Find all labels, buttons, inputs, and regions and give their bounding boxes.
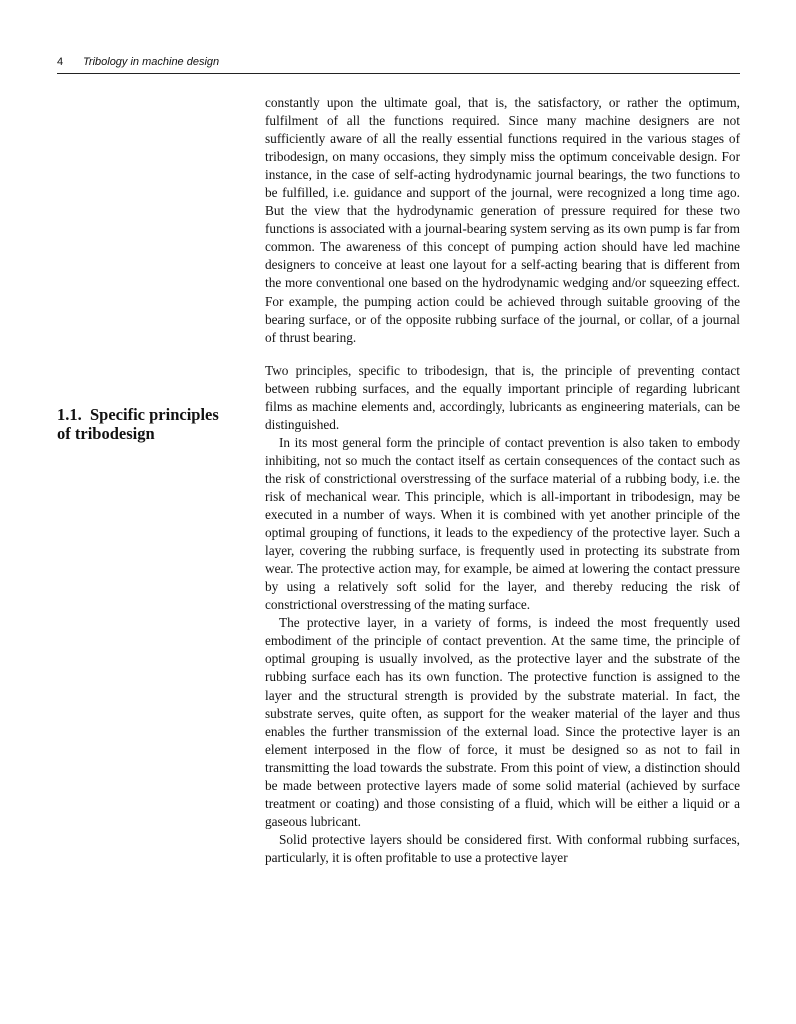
book-title: Tribology in machine design bbox=[83, 56, 220, 68]
paragraph-section-intro: Two principles, specific to tribodesign, that is, the principle of preventing contact between rubbing surfaces, and the equally important principle of regarding lubricant films as machine elements and, accordingly, lubricants as engineering materials, can be distinguished. bbox=[265, 362, 740, 432]
paragraph-solid-layers: Solid protective layers should be considered first. With conformal rubbing surfaces, particularly, it is often profitable to use a protective layer bbox=[265, 831, 740, 865]
section-title-line1: Specific principles bbox=[90, 405, 219, 424]
page-number: 4 bbox=[57, 56, 64, 68]
section-title-line2: of tribodesign bbox=[57, 424, 155, 443]
running-head bbox=[57, 55, 740, 74]
paragraph-protective-layer: The protective layer, in a variety of forms, is indeed the most frequently used embodiment of the principle of contact prevention. At the same time, the principle of optimal grouping is usually involved, as the protective layer and the substrate of the rubbing surface each has its own function. The protective function is assigned to the layer and the structural strength is provided by the substrate material. In fact, the substrate serves, quite often, as support for the weaker material of the layer and thus enables the further transmission of the external load. Since the protective layer is an element interposed in the flow of force, it must be designed so as not to fail in transmitting the load towards the substrate. From this point of view, a distinction should be made between protective layers made of some solid material (achieved by surface treatment or coating) and those consisting of a fluid, which will be either a liquid or a gaseous lubricant. bbox=[265, 615, 740, 829]
paragraph-contact-prevention: In its most general form the principle of contact prevention is also taken to embody inhibiting, not so much the contact itself as certain consequences of the contact such as the risk of constrictional overstressing of the surface material of a rubbing body, i.e. the risk of mechanical wear. This principle, which is all-important in tribodesign, may be executed in a number of ways. When it is combined with yet another principle of the optimal grouping of functions, it leads to the expediency of the protective layer. Such a layer, covering the rubbing surface, is frequently used in protecting its substrate from wear. The protective action may, for example, be aimed at lowering the contact pressure by using a relatively soft solid for the layer, and thereby reducing the risk of constrictional overstressing of the mating surface. bbox=[265, 434, 740, 613]
section-heading bbox=[57, 405, 257, 443]
section-number: 1.1. bbox=[57, 405, 82, 424]
paragraph-continued: constantly upon the ultimate goal, that is, the satisfactory, or rather the optimum, fulfilment of all the functions required. Since many machine designers are not sufficiently aware of all the really essential functions required in the various stages of tribodesign, on many occasions, they simply miss the optimum conceivable design. For instance, in the case of self-acting hydrodynamic journal bearings, the two functions to be fulfilled, i.e. guidance and support of the journal, were recognized a long time ago. But the view that the hydrodynamic generation of pressure required for these two functions is associated with a journal-bearing system serving as its own pump is far from common. The awareness of this concept of pumping action should have led machine designers to conceive at least one layout for a self-acting bearing that is different from the more conventional one based on the hydrodynamic wedging and/or squeezing effect. For example, the pumping action could be achieved through suitable grooving of the bearing surface, or of the opposite rubbing surface of the journal, or collar, of a journal of thrust bearing. bbox=[265, 95, 740, 345]
body-text bbox=[265, 94, 740, 867]
